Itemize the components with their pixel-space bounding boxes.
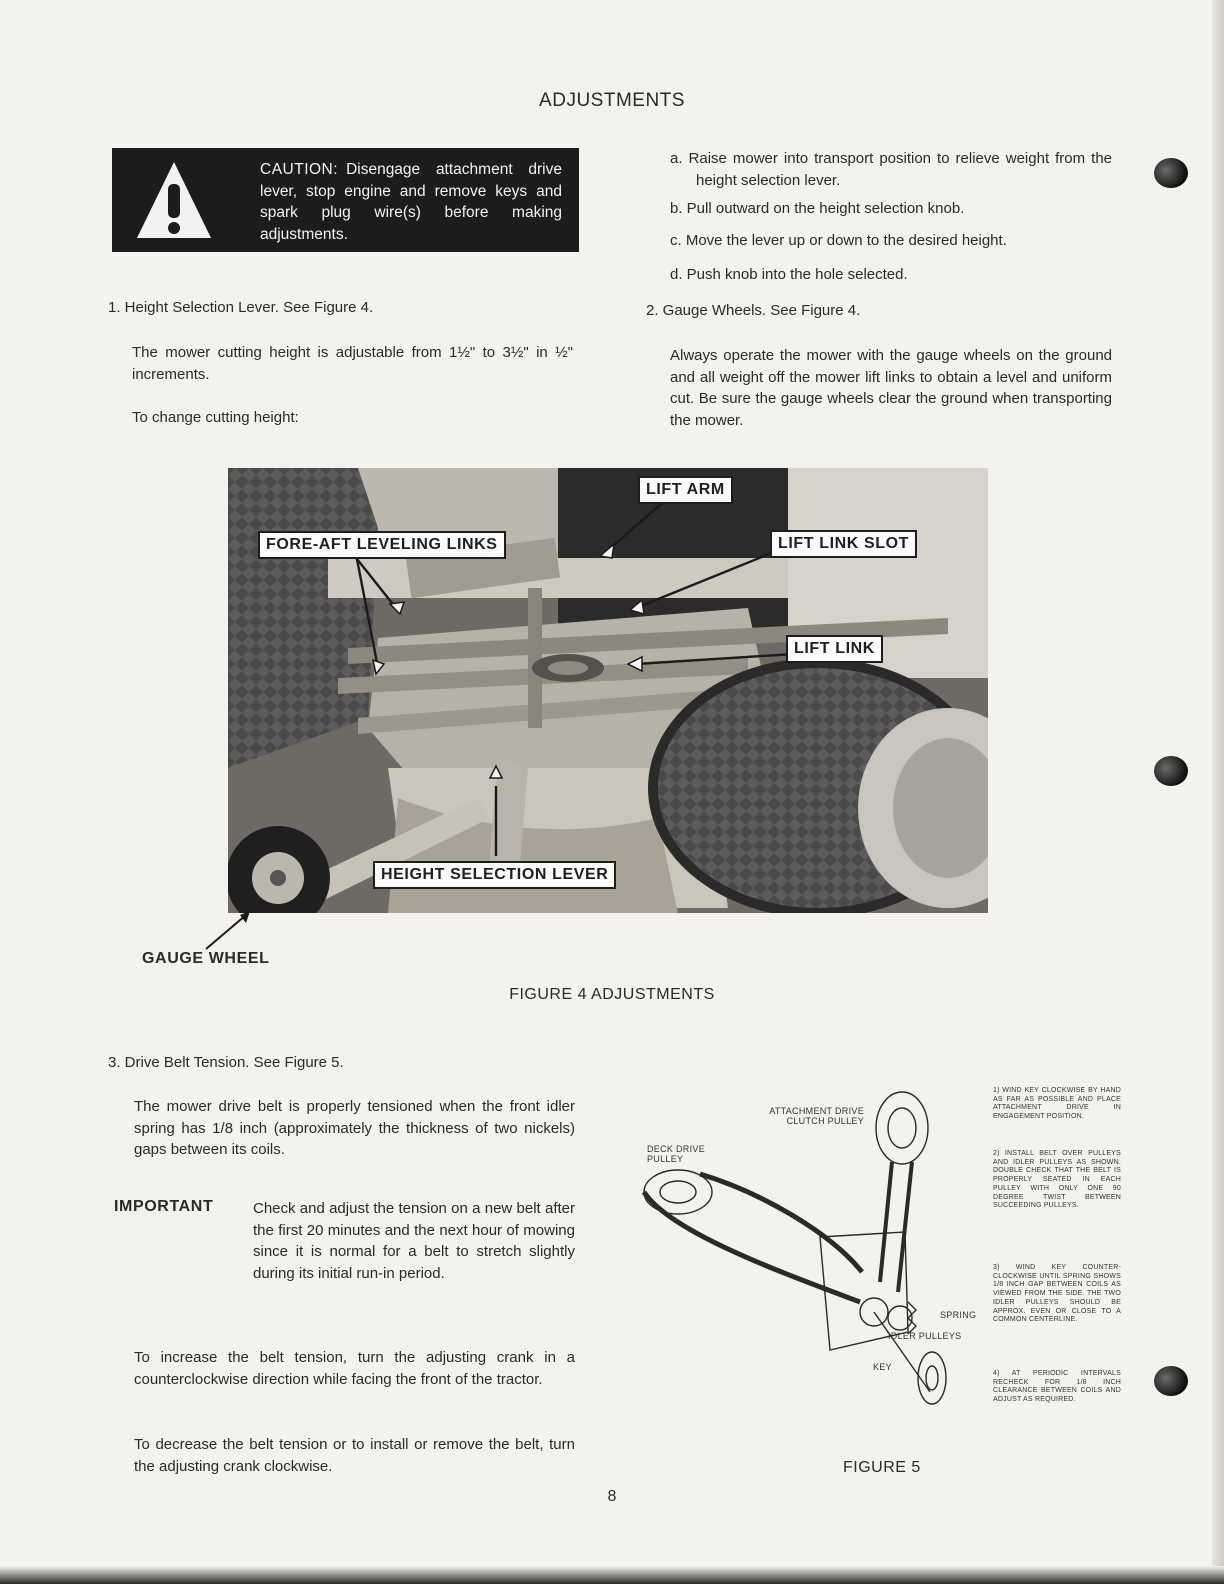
figure-5-note-2: 2) INSTALL BELT OVER PULLEYS AND IDLER PULLEYS AS SHOWN. DOUBLE CHECK THAT THE BELT IS PROPERLY SEATED IN EACH PULLEY WITH ONLY ONE 90 DEGREE TWIST BETWEEN SUCCEEDING PULLEYS. [993, 1150, 1121, 1210]
page-number: 8 [607, 1488, 617, 1505]
item-1-change: To change cutting height: [132, 409, 299, 426]
page-edge [1212, 0, 1224, 1584]
callout-lift-link: LIFT LINK [786, 635, 883, 663]
step-a: a. Raise mower into transport position to relieve weight from the height selection lever. [670, 150, 1112, 189]
warning-icon [134, 158, 214, 242]
figure-4-photo [228, 468, 988, 913]
figure-4-caption: FIGURE 4 ADJUSTMENTS [509, 986, 715, 1003]
callout-height-selection-lever: HEIGHT SELECTION LEVER [373, 861, 616, 889]
step-b: b. Pull outward on the height selection knob. [670, 200, 965, 217]
page-bottom-edge [0, 1566, 1224, 1584]
label-attachment-drive-clutch-pulley: ATTACHMENT DRIVE CLUTCH PULLEY [769, 1106, 864, 1126]
step-c: c. Move the lever up or down to the desired height. [670, 232, 1007, 249]
binder-hole [1154, 756, 1188, 786]
figure-5-note-4: 4) AT PERIODIC INTERVALS RECHECK FOR 1/8 INCH CLEARANCE BETWEEN COILS AND ADJUST AS REQUIRED. [993, 1370, 1121, 1404]
important-label: IMPORTANT [114, 1198, 214, 1215]
callout-lift-link-slot: LIFT LINK SLOT [770, 530, 917, 558]
item-2-heading: 2. Gauge Wheels. See Figure 4. [646, 302, 861, 319]
caution-text [260, 159, 562, 245]
label-deck-drive-pulley: DECK DRIVE PULLEY [647, 1144, 706, 1164]
item-3-heading: 3. Drive Belt Tension. See Figure 5. [108, 1054, 344, 1071]
binder-hole [1154, 158, 1188, 188]
decrease-tension-text: To decrease the belt tension or to install or remove the belt, turn the adjusting crank clockwise. [134, 1436, 575, 1475]
page-title: ADJUSTMENTS [539, 90, 685, 111]
caution-box [112, 148, 579, 252]
label-spring: SPRING [940, 1310, 977, 1320]
item-1-paragraph: The mower cutting height is adjustable from 1½" to 3½" in ½" increments. [132, 344, 573, 383]
binder-hole [1154, 1366, 1188, 1396]
label-key: KEY [873, 1362, 892, 1372]
callout-fore-aft-leveling-links: FORE-AFT LEVELING LINKS [258, 531, 506, 559]
figure-5-note-1: 1) WIND KEY CLOCKWISE BY HAND AS FAR AS POSSIBLE AND PLACE ATTACHMENT DRIVE IN ENGAGEMENT POSITION. [993, 1087, 1121, 1121]
callout-lift-arm: LIFT ARM [638, 476, 733, 504]
figure-5-caption: FIGURE 5 [843, 1459, 921, 1476]
caution-body: Disengage attachment drive lever, stop engine and remove keys and spark plug wire(s) before making adjustments. [260, 161, 562, 243]
figure-5-note-3: 3) WIND KEY COUNTER-CLOCKWISE UNTIL SPRING SHOWS 1/8 INCH GAP BETWEEN COILS AS VIEWED FROM THE SIDE. THE TWO IDLER PULLEYS SHOULD BE APPROX. EVEN OR CLOSE TO A COMMON CENTERLINE. [993, 1264, 1121, 1324]
gauge-wheel-arrow [200, 905, 260, 955]
label-idler-pulleys: IDLER PULLEYS [888, 1331, 962, 1341]
step-d: d. Push knob into the hole selected. [670, 266, 908, 283]
item-2-paragraph: Always operate the mower with the gauge wheels on the ground and all weight off the mower lift links to obtain a level and uniform cut. Be sure the gauge wheels clear the ground when transporting the mower. [670, 347, 1112, 429]
item-1-heading: 1. Height Selection Lever. See Figure 4. [108, 299, 374, 316]
label-gauge-wheel: GAUGE WHEEL [142, 950, 270, 967]
increase-tension-text: To increase the belt tension, turn the adjusting crank in a counterclockwise direction while facing the front of the tractor. [134, 1349, 575, 1388]
caution-heading: CAUTION: [260, 161, 339, 178]
important-text: Check and adjust the tension on a new belt after the first 20 minutes and the next hour of mowing since it is normal for a belt to stretch slightly during its initial run-in period. [253, 1200, 575, 1282]
item-3-paragraph: The mower drive belt is properly tensioned when the front idler spring has 1/8 inch (approximately the thickness of two nickels) gaps between its coils. [134, 1098, 575, 1158]
figure-5-belt-diagram [630, 1082, 975, 1422]
